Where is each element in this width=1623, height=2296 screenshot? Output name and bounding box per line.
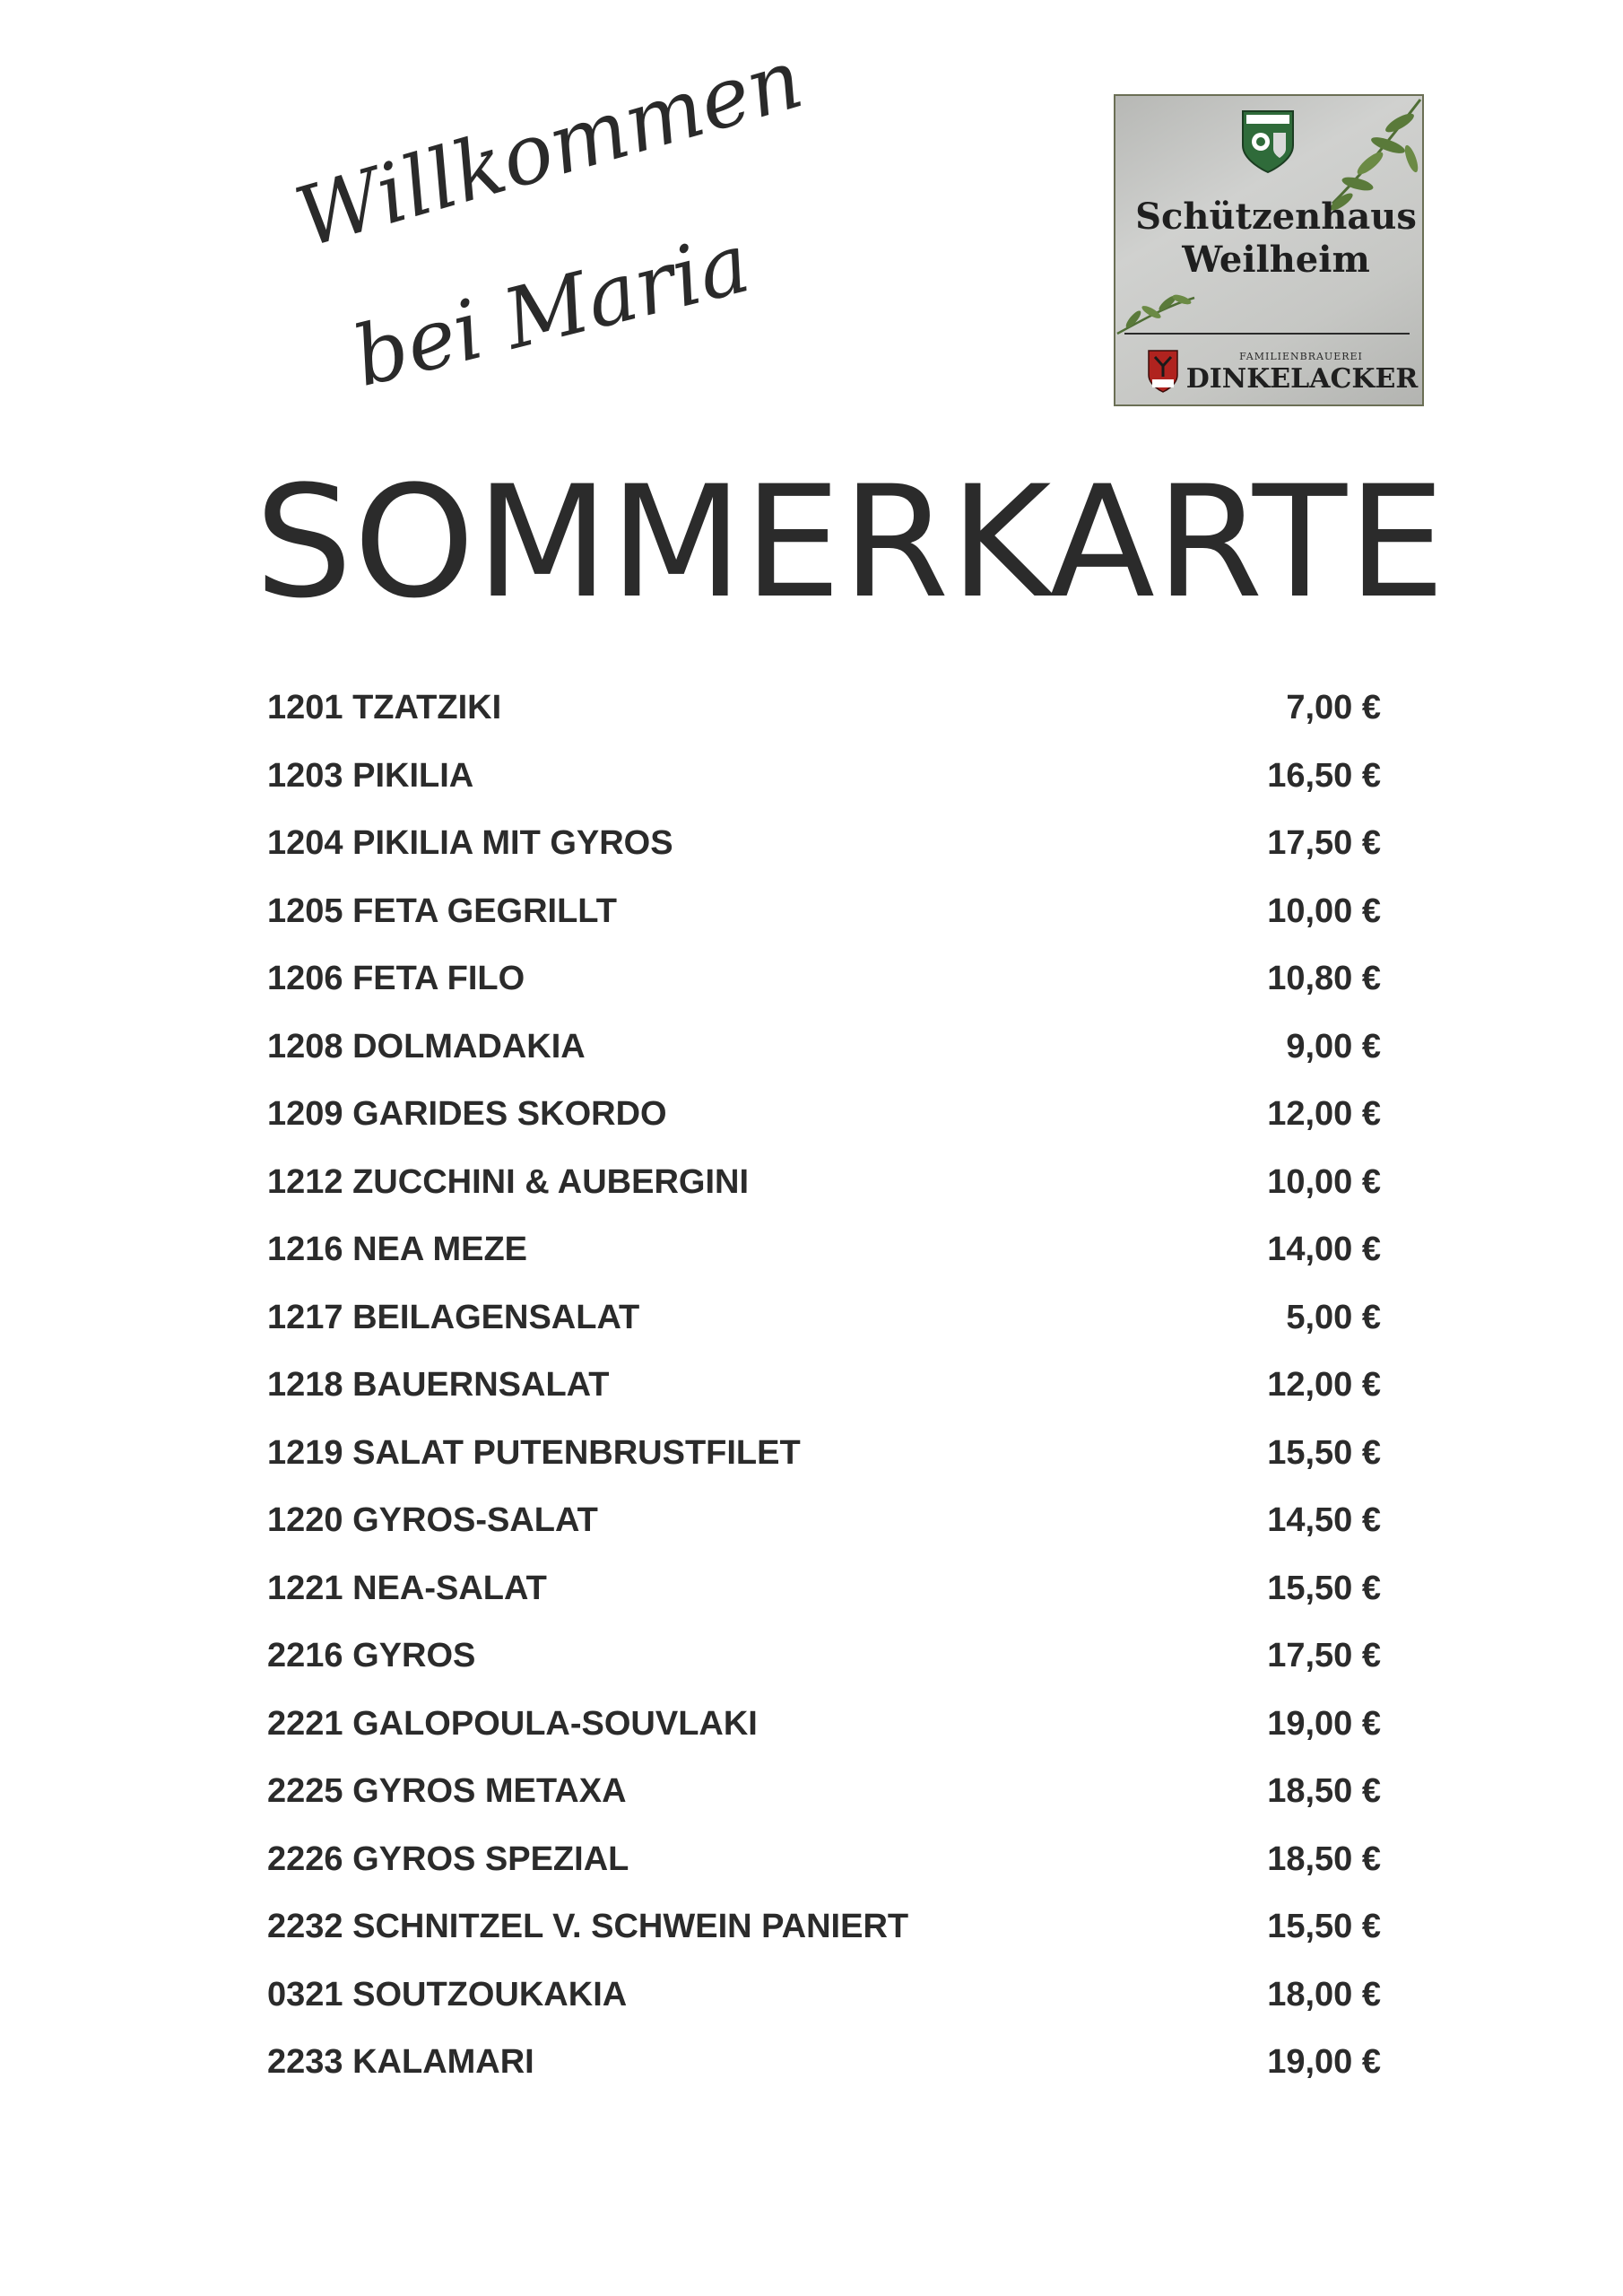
menu-item-name: 1203 PIKILIA: [267, 756, 474, 795]
menu-item-price: 12,00 €: [1267, 1095, 1381, 1134]
menu-item: [267, 1622, 1388, 1691]
menu-item-name: 2216 GYROS: [267, 1637, 476, 1675]
menu-item-name: 1217 BEILAGENSALAT: [267, 1298, 640, 1336]
menu-item-price: 14,50 €: [1267, 1501, 1381, 1540]
menu-item-price: 15,50 €: [1267, 1908, 1381, 1946]
menu-item-price: 18,00 €: [1267, 1975, 1381, 2013]
menu-item-price: 7,00 €: [1286, 689, 1381, 727]
menu-item-name: 1208 DOLMADAKIA: [267, 1027, 586, 1065]
menu-item: [267, 1758, 1388, 1826]
menu-item: [267, 878, 1388, 946]
menu-item-price: 17,50 €: [1267, 824, 1381, 863]
menu-item: [267, 1284, 1388, 1352]
menu-item-price: 10,00 €: [1267, 1162, 1381, 1201]
menu-item-price: 14,00 €: [1267, 1231, 1381, 1269]
menu-item-price: 5,00 €: [1286, 1298, 1381, 1336]
logo-brewery-subtitle: FAMILIENBRAUEREI: [1239, 351, 1363, 362]
menu-item: [267, 1487, 1388, 1555]
menu-item: [267, 2029, 1388, 2097]
menu-item: [267, 1961, 1388, 2030]
menu-item: [267, 1216, 1388, 1284]
menu-item-name: 1221 NEA-SALAT: [267, 1569, 547, 1607]
menu-item-price: 18,50 €: [1267, 1839, 1381, 1878]
menu-item: [267, 1081, 1388, 1149]
menu-item-name: 2232 SCHNITZEL V. SCHWEIN PANIERT: [267, 1908, 909, 1946]
logo-title-line-2: Weilheim: [1182, 239, 1370, 281]
menu-item-price: 12,00 €: [1267, 1366, 1381, 1405]
menu-item-price: 15,50 €: [1267, 1569, 1381, 1607]
menu-item-name: 1218 BAUERNSALAT: [267, 1366, 610, 1405]
page-title: SOMMERKARTE: [255, 452, 1446, 632]
menu-item: [267, 1555, 1388, 1623]
menu-item-price: 19,00 €: [1267, 2043, 1381, 2082]
menu-item-price: 15,50 €: [1267, 1433, 1381, 1472]
menu-item: [267, 1013, 1388, 1082]
menu-list: [267, 674, 1388, 2097]
menu-item-name: 1204 PIKILIA MIT GYROS: [267, 824, 673, 863]
menu-item-price: 19,00 €: [1267, 1704, 1381, 1743]
menu-item: [267, 1149, 1388, 1217]
menu-item-price: 9,00 €: [1286, 1027, 1381, 1065]
menu-item-price: 10,80 €: [1267, 960, 1381, 998]
brewery-shield-icon: [1148, 350, 1178, 393]
logo-title-line-1: Schützenhaus: [1135, 196, 1417, 238]
menu-item: [267, 1420, 1388, 1488]
menu-item-name: 1206 FETA FILO: [267, 960, 525, 998]
menu-item: [267, 1352, 1388, 1420]
menu-item-name: 1212 ZUCCHINI & AUBERGINI: [267, 1162, 750, 1201]
menu-item-name: 2221 GALOPOULA-SOUVLAKI: [267, 1704, 758, 1743]
menu-item-price: 17,50 €: [1267, 1637, 1381, 1675]
menu-item-name: 1201 TZATZIKI: [267, 689, 502, 727]
menu-item: [267, 1893, 1388, 1961]
menu-item-name: 2225 GYROS METAXA: [267, 1772, 627, 1811]
menu-item-name: 1219 SALAT PUTENBRUSTFILET: [267, 1433, 801, 1472]
menu-item-name: 0321 SOUTZOUKAKIA: [267, 1975, 628, 2013]
logo-brewery-name: DINKELACKER: [1185, 363, 1419, 395]
menu-item: [267, 945, 1388, 1013]
menu-item-name: 2226 GYROS SPEZIAL: [267, 1839, 629, 1878]
logo-divider: [1124, 333, 1410, 335]
logo-schuetzenhaus: [1114, 94, 1424, 406]
menu-item: [267, 1826, 1388, 1894]
greeting-line-2: bei Maria: [344, 214, 759, 405]
menu-item-price: 18,50 €: [1267, 1772, 1381, 1811]
menu-item: [267, 743, 1388, 811]
menu-item-price: 16,50 €: [1267, 756, 1381, 795]
menu-item: [267, 810, 1388, 878]
greeting: [285, 30, 813, 405]
menu-item: [267, 674, 1388, 743]
menu-item-price: 10,00 €: [1267, 891, 1381, 930]
menu-item-name: 1209 GARIDES SKORDO: [267, 1095, 667, 1134]
crest-icon: [1241, 109, 1295, 174]
menu-item-name: 2233 KALAMARI: [267, 2043, 534, 2082]
greeting-line-1: Willkommen: [285, 30, 813, 266]
menu-item: [267, 1691, 1388, 1759]
menu-item-name: 1205 FETA GEGRILLT: [267, 891, 617, 930]
menu-item-name: 1216 NEA MEZE: [267, 1231, 528, 1269]
menu-item-name: 1220 GYROS-SALAT: [267, 1501, 598, 1540]
